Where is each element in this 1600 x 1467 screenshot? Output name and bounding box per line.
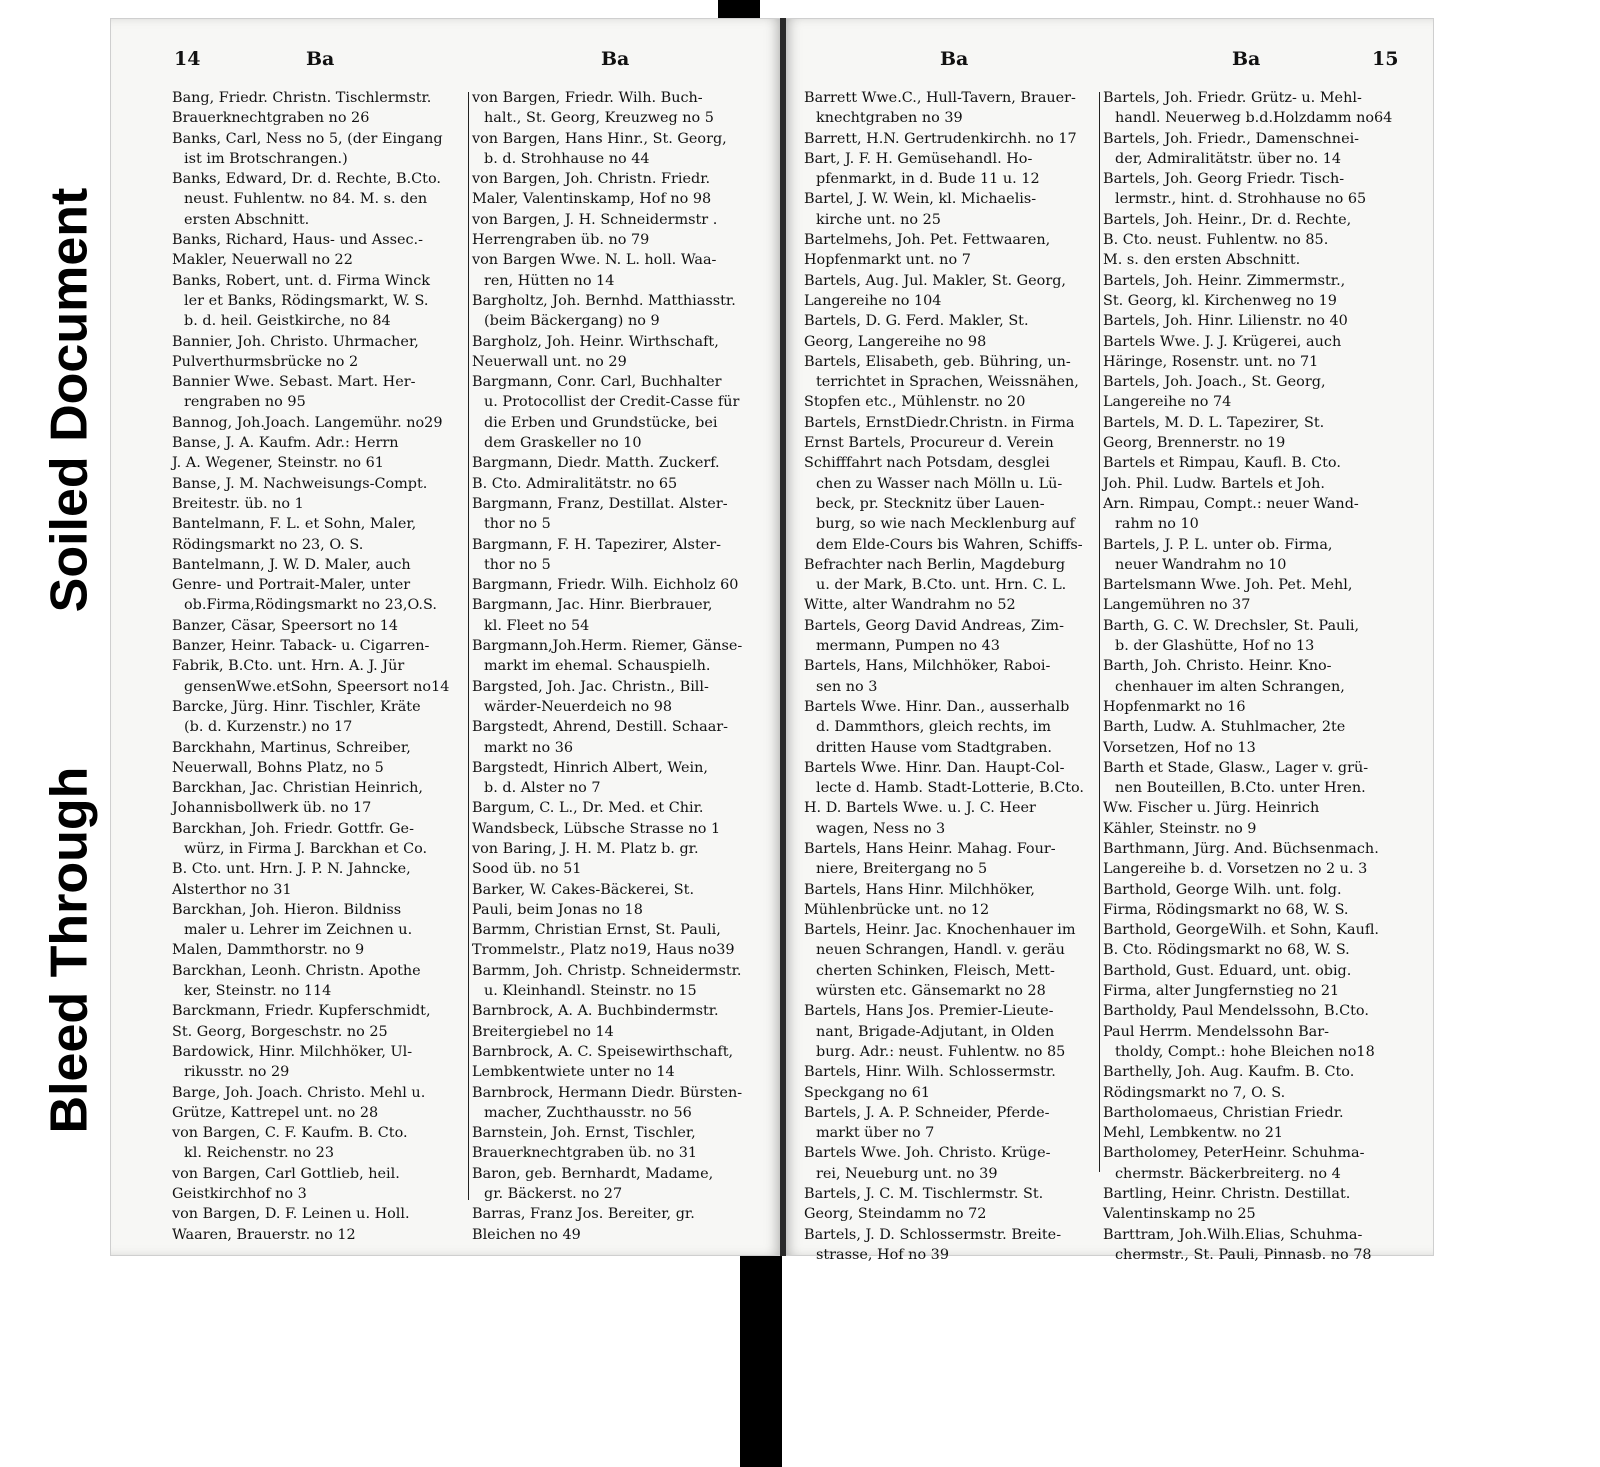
directory-line: Barmm, Joh. Christp. Schneidermstr. [472, 962, 742, 979]
directory-line: Barthold, Gust. Eduard, unt. obig. [1103, 962, 1352, 979]
directory-line: Bartels, J. C. M. Tischlermstr. St. [804, 1186, 1044, 1203]
directory-line: Barcke, Jürg. Hinr. Tischler, Kräte [172, 698, 421, 715]
directory-line: Georg, Brennerstr. no 19 [1103, 435, 1286, 452]
directory-line: Barnstein, Joh. Ernst, Tischler, [472, 1125, 696, 1142]
directory-line: Barnbrock, A. C. Speisewirthschaft, [472, 1043, 734, 1060]
directory-line: Barker, W. Cakes-Bäckerei, St. [472, 881, 695, 898]
directory-line: H. D. Bartels Wwe. u. J. C. Heer [804, 800, 1036, 817]
directory-line: Langemühren no 37 [1103, 597, 1251, 614]
directory-line: Bargum, C. L., Dr. Med. et Chir. [472, 800, 704, 817]
directory-line: Bartels, Joh. Heinr., Dr. d. Rechte, [1103, 211, 1352, 228]
directory-line: Bargsted, Joh. Jac. Christn., Bill- [472, 678, 709, 695]
directory-line: Ernst Bartels, Procureur d. Verein [804, 435, 1054, 452]
directory-line: Barthelly, Joh. Aug. Kaufm. B. Cto. [1103, 1064, 1355, 1081]
directory-line: Barrett, H.N. Gertrudenkirchh. no 17 [804, 130, 1077, 147]
directory-line: Bartholomey, PeterHeinr. Schuhma- [1103, 1145, 1365, 1162]
directory-line: Paul Herrm. Mendelssohn Bar- [1103, 1023, 1329, 1040]
directory-line: Georg, Langereihe no 98 [804, 333, 987, 350]
directory-line: Arn. Rimpau, Compt.: neuer Wand- [1103, 495, 1359, 512]
directory-line: Pulverthurmsbrücke no 2 [172, 353, 359, 370]
directory-line: Rödingsmarkt no 7, O. S. [1103, 1084, 1286, 1101]
left-header-col2: Ba [601, 48, 630, 70]
directory-line: Bargmann, Diedr. Matth. Zuckerf. [472, 455, 720, 472]
directory-line: burg. Adr.: neust. Fuhlentw. no 85 [816, 1043, 1066, 1060]
directory-line: kl. Fleet no 54 [484, 617, 590, 634]
directory-line: Mühlenbrücke unt. no 12 [804, 901, 990, 918]
directory-line: markt im ehemal. Schauspielh. [484, 658, 711, 675]
directory-line: von Baring, J. H. M. Platz b. gr. [472, 840, 699, 857]
directory-line: Schifffahrt nach Potsdam, desglei [804, 455, 1050, 472]
directory-line: B. Cto. Rödingsmarkt no 68, W. S. [1103, 942, 1350, 959]
directory-line: chenhauer im alten Schrangen, [1115, 678, 1345, 695]
directory-line: Barge, Joh. Joach. Christo. Mehl u. [172, 1084, 426, 1101]
directory-line: halt., St. Georg, Kreuzweg no 5 [484, 110, 714, 127]
directory-line: Hopfenmarkt no 16 [1103, 698, 1246, 715]
directory-line: u. Kleinhandl. Steinstr. no 15 [484, 983, 697, 1000]
directory-line: von Bargen, J. H. Schneidermstr . [472, 211, 718, 228]
directory-line: Banse, J. A. Kaufm. Adr.: Herrn [172, 435, 399, 452]
directory-line: Alsterthor no 31 [172, 881, 292, 898]
directory-line: ob.Firma,Rödingsmarkt no 23,O.S. [184, 597, 437, 614]
directory-line: thor no 5 [484, 556, 551, 573]
directory-line: markt über no 7 [816, 1125, 935, 1142]
directory-line: chermstr. Bäckerbreiterg. no 4 [1115, 1165, 1341, 1182]
directory-line: Waaren, Brauerstr. no 12 [172, 1226, 356, 1243]
directory-line: ist im Brotschrangen.) [184, 150, 348, 167]
directory-line: Bartels, Joh. Friedr. Grütz- u. Mehl- [1103, 90, 1362, 106]
directory-line: Bartels, Hinr. Wilh. Schlossermstr. [804, 1064, 1056, 1081]
directory-line: Bargmann, F. H. Tapezirer, Alster- [472, 536, 721, 553]
directory-line: terrichtet in Sprachen, Weissnähen, [816, 374, 1079, 391]
directory-line: Barthmann, Jürg. And. Büchsenmach. [1103, 840, 1379, 857]
directory-line: Barth, G. C. W. Drechsler, St. Pauli, [1103, 617, 1360, 634]
directory-line: Bartels, J. D. Schlossermstr. Breite- [804, 1226, 1062, 1243]
directory-line: kl. Reichenstr. no 23 [184, 1145, 334, 1162]
directory-line: Bartelmehs, Joh. Pet. Fettwaaren, [804, 232, 1051, 249]
directory-line: M. s. den ersten Abschnitt. [1103, 252, 1301, 269]
directory-line: würsten etc. Gänsemarkt no 28 [816, 983, 1046, 1000]
directory-line: von Bargen, Friedr. Wilh. Buch- [472, 90, 703, 106]
directory-line: Witte, alter Wandrahm no 52 [804, 597, 1016, 614]
directory-line: rengraben no 95 [184, 394, 306, 411]
directory-line: Barckhahn, Martinus, Schreiber, [172, 739, 411, 756]
directory-line: Banzer, Heinr. Taback- u. Cigarren- [172, 638, 430, 655]
directory-line: thor no 5 [484, 516, 551, 533]
right-header-col1: Ba [940, 48, 969, 70]
directory-line: der, Admiralitätstr. über no. 14 [1115, 150, 1342, 167]
directory-line: dem Elde-Cours bis Wahren, Schiffs- [816, 536, 1083, 553]
directory-line: strasse, Hof no 39 [816, 1246, 949, 1263]
directory-line: b. der Glashütte, Hof no 13 [1115, 638, 1315, 655]
directory-line: Barmm, Christian Ernst, St. Pauli, [472, 922, 721, 939]
directory-line: Stopfen etc., Mühlenstr. no 20 [804, 394, 1026, 411]
directory-line: Bargmann, Jac. Hinr. Bierbrauer, [472, 597, 713, 614]
directory-line: Bargmann, Franz, Destillat. Alster- [472, 495, 728, 512]
directory-line: Neuerwall unt. no 29 [472, 353, 627, 370]
directory-line: Bartels, Elisabeth, geb. Bühring, un- [804, 353, 1071, 370]
directory-line: Banks, Edward, Dr. d. Rechte, B.Cto. [172, 171, 441, 188]
directory-line: Bartels, M. D. L. Tapezirer, St. [1103, 414, 1325, 431]
directory-line: Banse, J. M. Nachweisungs-Compt. [172, 475, 428, 492]
directory-line: Bartels, Joh. Hinr. Lilienstr. no 40 [1103, 313, 1348, 330]
directory-line: ler et Banks, Rödingsmarkt, W. S. [184, 292, 429, 309]
directory-line: von Bargen, C. F. Kaufm. B. Cto. [172, 1125, 408, 1142]
directory-line: rahm no 10 [1115, 516, 1199, 533]
directory-line: Mehl, Lembkentw. no 21 [1103, 1125, 1284, 1142]
directory-line: pfenmarkt, in d. Bude 11 u. 12 [816, 171, 1040, 188]
directory-line: Bargmann, Friedr. Wilh. Eichholz 60 [472, 577, 739, 594]
directory-line: Bartels, Joh. Joach., St. Georg, [1103, 374, 1326, 391]
directory-line: von Bargen Wwe. N. L. holl. Waa- [472, 252, 717, 269]
directory-line: Firma, Rödingsmarkt no 68, W. S. [1103, 901, 1349, 918]
directory-line: nen Bouteillen, B.Cto. unter Hren. [1115, 780, 1366, 797]
directory-line: Bargstedt, Hinrich Albert, Wein, [472, 759, 708, 776]
directory-line: Bartholdy, Paul Mendelssohn, B.Cto. [1103, 1003, 1369, 1020]
directory-line: Firma, alter Jungfernstieg no 21 [1103, 983, 1340, 1000]
directory-line: Langereihe b. d. Vorsetzen no 2 u. 3 [1103, 861, 1368, 878]
soiled-document-stamp: Soiled Document [40, 160, 98, 640]
directory-line: Banks, Richard, Haus- und Assec.- [172, 232, 423, 249]
directory-line: Bargholz, Joh. Heinr. Wirthschaft, [472, 333, 719, 350]
directory-line: B. Cto. unt. Hrn. J. P. N. Jahncke, [172, 861, 411, 878]
directory-line: Bartels, Hans Hinr. Milchhöker, [804, 881, 1035, 898]
directory-line: Bartels, Hans Jos. Premier-Lieute- [804, 1003, 1054, 1020]
directory-line: nant, Brigade-Adjutant, in Olden [816, 1023, 1055, 1040]
directory-line: Herrengraben üb. no 79 [472, 232, 650, 249]
directory-line: Wandsbeck, Lübsche Strasse no 1 [472, 820, 721, 837]
directory-line: Bantelmann, F. L. et Sohn, Maler, [172, 516, 417, 533]
directory-line: von Bargen, D. F. Leinen u. Holl. [172, 1206, 410, 1223]
directory-line: lecte d. Hamb. Stadt-Lotterie, B.Cto. [816, 780, 1085, 797]
directory-line: Bartels, ErnstDiedr.Christn. in Firma [804, 414, 1075, 431]
directory-line: Bartels Wwe. Joh. Christo. Krüge- [804, 1145, 1051, 1162]
directory-line: Banzer, Cäsar, Speersort no 14 [172, 617, 399, 634]
directory-line: Barth, Ludw. A. Stuhlmacher, 2te [1103, 719, 1346, 736]
directory-line: wagen, Ness no 3 [816, 820, 946, 837]
directory-line: cherten Schinken, Fleisch, Mett- [816, 962, 1055, 979]
directory-line: Pauli, beim Jonas no 18 [472, 901, 643, 918]
directory-line: Valentinskamp no 25 [1103, 1206, 1256, 1223]
directory-line: sen no 3 [816, 678, 878, 695]
directory-line: J. A. Wegener, Steinstr. no 61 [172, 455, 384, 472]
right-page-column-2 [1103, 88, 1401, 1263]
directory-line: Barckhan, Jac. Christian Heinrich, [172, 780, 423, 797]
directory-line: von Bargen, Joh. Christn. Friedr. [472, 171, 711, 188]
directory-line: Makler, Neuerwall no 22 [172, 252, 353, 269]
directory-line: Hopfenmarkt unt. no 7 [804, 252, 971, 269]
directory-line: Joh. Phil. Ludw. Bartels et Joh. [1103, 475, 1325, 492]
directory-line: Bannier Wwe. Sebast. Mart. Her- [172, 374, 416, 391]
directory-line: beck, pr. Stecknitz über Lauen- [816, 495, 1045, 512]
directory-line: mermann, Pumpen no 43 [816, 638, 1000, 655]
directory-line: Bartels, Heinr. Jac. Knochenhauer im [804, 922, 1076, 939]
directory-line: b. d. Strohhause no 44 [484, 150, 650, 167]
left-page-column-1 [172, 88, 466, 1243]
directory-line: knechtgraben no 39 [816, 110, 963, 127]
directory-line: Barrett Wwe.C., Hull-Tavern, Brauer- [804, 90, 1076, 106]
directory-line: Bartels et Rimpau, Kaufl. B. Cto. [1103, 455, 1341, 472]
directory-line: Bartels, Aug. Jul. Makler, St. Georg, [804, 272, 1067, 289]
directory-line: Bartels, Joh. Friedr., Damenschnei- [1103, 130, 1360, 147]
directory-line: markt no 36 [484, 739, 573, 756]
directory-line: (beim Bäckergang) no 9 [484, 313, 660, 330]
directory-line: Grütze, Kattrepel unt. no 28 [172, 1104, 379, 1121]
directory-line: B. Cto. Admiralitätstr. no 65 [472, 475, 678, 492]
directory-line: Bleichen no 49 [472, 1226, 581, 1243]
directory-line: Kähler, Steinstr. no 9 [1103, 820, 1257, 837]
directory-line: Bargstedt, Ahrend, Destill. Schaar- [472, 719, 729, 736]
directory-line: Barttram, Joh.Wilh.Elias, Schuhma- [1103, 1226, 1363, 1243]
directory-line: burg, so wie nach Mecklenburg auf [816, 516, 1075, 533]
right-header-col2: Ba [1232, 48, 1261, 70]
directory-line: handl. Neuerweg b.d.Holzdamm no64 [1115, 110, 1393, 127]
directory-line: macher, Zuchthausstr. no 56 [484, 1104, 692, 1121]
directory-line: maler u. Lehrer im Zeichnen u. [184, 922, 413, 939]
directory-line: Bartholomaeus, Christian Friedr. [1103, 1104, 1344, 1121]
directory-line: chen zu Wasser nach Mölln u. Lü- [816, 475, 1063, 492]
directory-line: neuen Schrangen, Handl. v. geräu [816, 942, 1065, 959]
directory-line: Bargmann, Conr. Carl, Buchhalter [472, 374, 722, 391]
directory-line: würz, in Firma J. Barckhan et Co. [184, 840, 428, 857]
directory-line: Baron, geb. Bernhardt, Madame, [472, 1165, 714, 1182]
right-column-rule [1099, 92, 1100, 1172]
left-column-rule [468, 92, 469, 1200]
directory-line: Georg, Steindamm no 72 [804, 1206, 987, 1223]
directory-line: lermstr., hint. d. Strohhause no 65 [1115, 191, 1367, 208]
directory-line: Sood üb. no 51 [472, 861, 582, 878]
directory-line: (b. d. Kurzenstr.) no 17 [184, 719, 353, 736]
directory-line: niere, Breitergang no 5 [816, 861, 988, 878]
directory-line: Bartels, J. P. L. unter ob. Firma, [1103, 536, 1333, 553]
directory-line: Bartels, Georg David Andreas, Zim- [804, 617, 1064, 634]
directory-line: rei, Neueburg unt. no 39 [816, 1165, 998, 1182]
directory-line: Barthold, George Wilh. unt. folg. [1103, 881, 1342, 898]
directory-line: Bardowick, Hinr. Milchhöker, Ul- [172, 1043, 413, 1060]
directory-line: Bantelmann, J. W. D. Maler, auch [172, 556, 411, 573]
directory-line: Bartels Wwe. J. J. Krügerei, auch [1103, 333, 1342, 350]
directory-line: b. d. Alster no 7 [484, 780, 601, 797]
directory-line: Bartels, Joh. Georg Friedr. Tisch- [1103, 171, 1345, 188]
directory-line: Bannier, Joh. Christo. Uhrmacher, [172, 333, 419, 350]
directory-line: rikusstr. no 29 [184, 1064, 290, 1081]
directory-line: b. d. heil. Geistkirche, no 84 [184, 313, 391, 330]
directory-line: Barnbrock, A. A. Buchbindermstr. [472, 1003, 719, 1020]
left-page-number: 14 [174, 48, 201, 70]
right-page-column-1 [804, 88, 1098, 1263]
directory-line: u. der Mark, B.Cto. unt. Hrn. C. L. [816, 577, 1067, 594]
directory-line: chermstr., St. Pauli, Pinnasb. no 78 [1115, 1246, 1372, 1263]
left-page-column-2 [472, 88, 772, 1243]
directory-line: Banks, Robert, unt. d. Firma Winck [172, 272, 430, 289]
right-page-number: 15 [1372, 48, 1399, 70]
directory-line: Bartels Wwe. Hinr. Dan. Haupt-Col- [804, 759, 1065, 776]
directory-line: Geistkirchhof no 3 [172, 1186, 307, 1203]
directory-line: Genre- und Portrait-Maler, unter [172, 577, 411, 594]
directory-line: B. Cto. neust. Fuhlentw. no 85. [1103, 232, 1329, 249]
directory-line: Barckhan, Joh. Hieron. Bildniss [172, 901, 402, 918]
directory-line: Lembkentwiete unter no 14 [472, 1064, 675, 1081]
directory-line: Johannisbollwerk üb. no 17 [172, 800, 372, 817]
directory-line: Breitestr. üb. no 1 [172, 495, 304, 512]
directory-line: Ww. Fischer u. Jürg. Heinrich [1103, 800, 1320, 817]
directory-line: d. Dammthors, gleich rechts, im [816, 719, 1052, 736]
directory-line: Bartels, Hans, Milchhöker, Raboi- [804, 658, 1051, 675]
directory-line: Bartel, J. W. Wein, kl. Michaelis- [804, 191, 1037, 208]
directory-line: Barras, Franz Jos. Bereiter, gr. [472, 1206, 695, 1223]
directory-line: gensenWwe.etSohn, Speersort no14 [184, 678, 450, 695]
left-header-col1: Ba [306, 48, 335, 70]
directory-line: Barth, Joh. Christo. Heinr. Kno- [1103, 658, 1332, 675]
directory-line: Barthold, GeorgeWilh. et Sohn, Kaufl. [1103, 922, 1380, 939]
directory-line: ren, Hütten no 14 [484, 272, 615, 289]
directory-line: Banks, Carl, Ness no 5, (der Eingang [172, 130, 443, 147]
directory-line: die Erben und Grundstücke, bei [484, 414, 718, 431]
directory-line: Neuerwall, Bohns Platz, no 5 [172, 759, 384, 776]
directory-line: Bart, J. F. H. Gemüsehandl. Ho- [804, 150, 1033, 167]
directory-line: neust. Fuhlentw. no 84. M. s. den [184, 191, 428, 208]
binding-bar-top [718, 0, 760, 18]
directory-line: Brauerknechtgraben no 26 [172, 110, 370, 127]
directory-line: Bartels Wwe. Hinr. Dan., ausserhalb [804, 698, 1070, 715]
directory-line: Bannog, Joh.Joach. Langemühr. no29 [172, 414, 443, 431]
directory-line: ker, Steinstr. no 114 [184, 983, 332, 1000]
book-gutter [780, 18, 786, 1256]
directory-line: Barckmann, Friedr. Kupferschmidt, [172, 1003, 431, 1020]
directory-line: Bartels, Joh. Heinr. Zimmermstr., [1103, 272, 1346, 289]
directory-line: Brauerknechtgraben üb. no 31 [472, 1145, 698, 1162]
directory-line: Rödingsmarkt no 23, O. S. [172, 536, 364, 553]
directory-line: Vorsetzen, Hof no 13 [1103, 739, 1256, 756]
directory-line: tholdy, Compt.: hohe Bleichen no18 [1115, 1043, 1375, 1060]
bleed-through-stamp: Bleed Through [40, 725, 98, 1175]
directory-line: Bartels, Hans Heinr. Mahag. Four- [804, 840, 1056, 857]
directory-line: Bartling, Heinr. Christn. Destillat. [1103, 1186, 1351, 1203]
directory-line: Bang, Friedr. Christn. Tischlermstr. [172, 90, 432, 106]
directory-line: Trommelstr., Platz no19, Haus no39 [472, 942, 735, 959]
directory-line: Speckgang no 61 [804, 1084, 931, 1101]
directory-line: Barnbrock, Hermann Diedr. Bürsten- [472, 1084, 743, 1101]
directory-line: kirche unt. no 25 [816, 211, 941, 228]
directory-line: Bargmann,Joh.Herm. Riemer, Gänse- [472, 638, 743, 655]
directory-line: Barckhan, Leonh. Christn. Apothe [172, 962, 421, 979]
directory-line: St. Georg, Borgeschstr. no 25 [172, 1023, 388, 1040]
directory-line: Barckhan, Joh. Friedr. Gottfr. Ge- [172, 820, 414, 837]
directory-line: Breitergiebel no 14 [472, 1023, 614, 1040]
directory-line: u. Protocollist der Credit-Casse für [484, 394, 740, 411]
directory-line: von Bargen, Carl Gottlieb, heil. [172, 1165, 400, 1182]
directory-line: Bartelsmann Wwe. Joh. Pet. Mehl, [1103, 577, 1353, 594]
directory-line: Maler, Valentinskamp, Hof no 98 [472, 191, 712, 208]
directory-line: Langereihe no 104 [804, 292, 942, 309]
directory-line: Fabrik, B.Cto. unt. Hrn. A. J. Jür [172, 658, 405, 675]
directory-line: gr. Bäckerst. no 27 [484, 1186, 623, 1203]
directory-line: Befrachter nach Berlin, Magdeburg [804, 556, 1066, 573]
directory-line: Bartels, J. A. P. Schneider, Pferde- [804, 1104, 1050, 1121]
directory-line: Langereihe no 74 [1103, 394, 1232, 411]
directory-line: Bargholtz, Joh. Bernhd. Matthiasstr. [472, 292, 736, 309]
directory-line: Bartels, D. G. Ferd. Makler, St. [804, 313, 1029, 330]
directory-line: Malen, Dammthorstr. no 9 [172, 942, 365, 959]
directory-line: dem Graskeller no 10 [484, 435, 642, 452]
directory-line: wärder-Neuerdeich no 98 [484, 698, 673, 715]
directory-line: neuer Wandrahm no 10 [1115, 556, 1287, 573]
binding-bar-bottom [740, 1256, 782, 1467]
directory-line: St. Georg, kl. Kirchenweg no 19 [1103, 292, 1337, 309]
directory-line: dritten Hause vom Stadtgraben. [816, 739, 1052, 756]
directory-line: Häringe, Rosenstr. unt. no 71 [1103, 353, 1319, 370]
directory-line: Barth et Stade, Glasw., Lager v. grü- [1103, 759, 1369, 776]
directory-line: ersten Abschnitt. [184, 211, 310, 228]
directory-line: von Bargen, Hans Hinr., St. Georg, [472, 130, 727, 147]
